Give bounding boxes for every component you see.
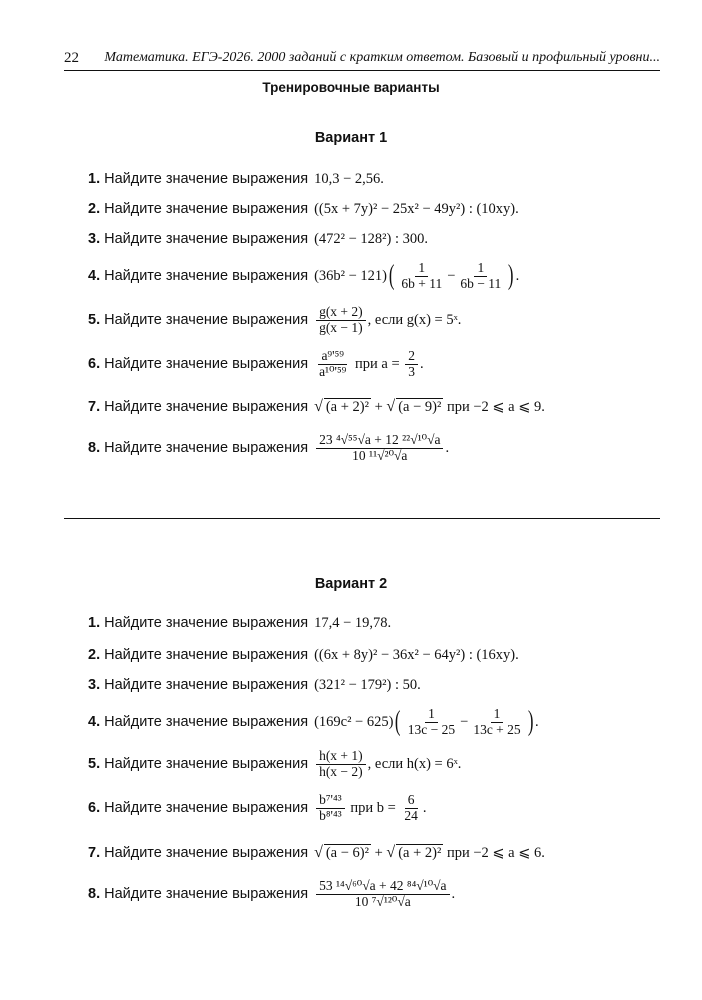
fraction: $\frac{1}{6b - 11}$ — [460, 259, 502, 291]
v2-problem-6 — [88, 790, 648, 826]
problem-number: 8. — [88, 440, 101, 456]
problem-expression — [314, 793, 426, 824]
fraction: $\frac{1}{6b + 11}$ — [401, 259, 443, 291]
variant-2-title: Вариант 2 — [314, 576, 388, 592]
problem-number: 3. — [88, 231, 101, 247]
problem-expression — [314, 433, 449, 464]
radicand: (a − 9)² — [398, 399, 442, 415]
problem-number: 7. — [88, 845, 101, 861]
problem-number: 6. — [88, 800, 101, 816]
v1-problem-7 — [88, 392, 648, 422]
problem-expression: (472² − 128²) : 300. — [314, 230, 428, 247]
fraction: $\frac{6}{24}$ — [404, 791, 418, 823]
v1-problem-6 — [88, 346, 648, 382]
v1-problem-4 — [88, 258, 648, 294]
expression-mid: при b = — [346, 799, 400, 816]
problem-label: Найдите значение выражения — [104, 201, 309, 217]
v1-problem-3 — [88, 224, 648, 254]
problem-number: 8. — [88, 886, 101, 902]
problem-expression: √ (a − 6)² + √ (a + 2)² при −2 ⩽ a ⩽ 6. — [314, 844, 545, 861]
problem-label: Найдите значение выражения — [104, 312, 309, 328]
problem-number: 3. — [88, 677, 101, 693]
problem-label: Найдите значение выражения — [104, 399, 309, 415]
operator: − — [447, 267, 456, 284]
page-number: 22 — [64, 50, 79, 66]
problem-expression: √ (a + 2)² + √ (a − 9)² при −2 ⩽ a ⩽ 9. — [314, 398, 545, 415]
problem-expression: (169c² − 625) ( $\frac{1}{13c - 25}$ − $\frac{1}{13c + 25}$ ) . — [314, 705, 539, 737]
section-divider — [64, 518, 660, 519]
fraction: $\frac{h(x + 1)}{h(x - 2)}$ — [316, 749, 366, 780]
running-title: Математика. ЕГЭ-2026. 2000 заданий с кратким ответом. Базовый и профильный уровни... — [104, 50, 660, 65]
expression-tail: . — [535, 713, 539, 730]
problem-number: 1. — [88, 615, 101, 631]
problem-label: Найдите значение выражения — [104, 800, 309, 816]
problem-number: 6. — [88, 356, 101, 372]
fraction: $\frac{g(x + 2)}{g(x - 1)}$ — [316, 305, 366, 336]
expression-tail: . — [515, 267, 520, 284]
problem-number: 4. — [88, 268, 101, 284]
page-header — [64, 46, 660, 70]
v1-problem-8 — [88, 428, 648, 468]
problem-expression: (321² − 179²) : 50. — [314, 676, 421, 693]
fraction: $\frac{1}{13c - 25}$ — [407, 705, 456, 737]
problem-label: Найдите значение выражения — [104, 677, 309, 693]
expression-tail: . — [420, 355, 424, 372]
expression-tail: . — [422, 799, 427, 816]
operator: + — [370, 398, 387, 415]
problem-expression: ((5x + 7y)² − 25x² − 49y²) : (10xy). — [314, 200, 519, 217]
expression-tail: , если g(x) = 5ˣ. — [367, 311, 462, 328]
problem-number: 1. — [88, 171, 101, 187]
expression-mid: при a = — [351, 355, 404, 372]
expression-tail: . — [445, 439, 450, 456]
v2-problem-4 — [88, 704, 648, 740]
v2-problem-5 — [88, 746, 648, 782]
radicand: (a − 6)² — [325, 845, 369, 861]
problem-expression — [314, 305, 461, 336]
header-rule — [64, 70, 660, 71]
problem-expression: (36b² − 121) ( $\frac{1}{6b + 11}$ − $\frac{1}{6b - 11}$ ) . — [314, 259, 520, 291]
problem-label: Найдите значение выражения — [104, 440, 309, 456]
expression-tail: , если h(x) = 6ˣ. — [367, 755, 462, 772]
operator: + — [370, 844, 387, 861]
fraction: $\frac{\text{23 ⁴√⁵⁵√a + 12 ²²√¹⁰√a}}{\text{10 ¹¹√²⁰√a}}$ — [316, 433, 443, 464]
expression-lead: (169c² − 625) — [314, 713, 394, 730]
v2-problem-7 — [88, 838, 648, 868]
problem-expression: 17,4 − 19,78. — [314, 614, 392, 631]
fraction: $\frac{\text{a⁹'⁵⁹}}{\text{a¹⁰'⁵⁹}}$ — [319, 347, 347, 379]
v2-problem-2 — [88, 640, 648, 670]
problem-label: Найдите значение выражения — [104, 231, 309, 247]
fraction: $\frac{2}{3}$ — [405, 349, 418, 380]
problem-expression — [314, 349, 424, 380]
v1-problem-1 — [88, 164, 648, 194]
variant-1-title: Вариант 1 — [314, 130, 388, 146]
problem-label: Найдите значение выражения — [104, 268, 309, 284]
problem-label: Найдите значение выражения — [104, 615, 309, 631]
v2-problem-3 — [88, 670, 648, 700]
problem-number: 7. — [88, 399, 101, 415]
radicand: (a + 2)² — [398, 845, 442, 861]
section-title: Тренировочные варианты — [262, 80, 440, 95]
problem-label: Найдите значение выражения — [104, 714, 309, 730]
problem-label: Найдите значение выражения — [104, 886, 309, 902]
v1-problem-2 — [88, 194, 648, 224]
radicand: (a + 2)² — [325, 399, 369, 415]
problem-expression: ((6x + 8y)² − 36x² − 64y²) : (16xy). — [314, 646, 519, 663]
problem-expression: 10,3 − 2,56. — [314, 170, 384, 187]
problem-label: Найдите значение выражения — [104, 756, 309, 772]
expression-tail: при −2 ⩽ a ⩽ 6. — [443, 844, 545, 861]
problem-label: Найдите значение выражения — [104, 845, 309, 861]
problem-expression — [314, 879, 455, 910]
expression-tail: при −2 ⩽ a ⩽ 9. — [443, 398, 545, 415]
operator: − — [460, 713, 469, 730]
fraction: $\frac{\text{b⁷'⁴³}}{\text{b⁸'⁴³}}$ — [316, 793, 345, 824]
v2-problem-8 — [88, 874, 648, 914]
fraction: $\frac{\text{53 ¹⁴√⁶⁰√a + 42 ⁸⁴√¹⁰√a}}{\text{10 ⁷√¹²⁰√a}}$ — [316, 879, 449, 910]
problem-number: 4. — [88, 714, 101, 730]
problem-number: 5. — [88, 312, 101, 328]
problem-number: 2. — [88, 647, 101, 663]
problem-label: Найдите значение выражения — [104, 171, 309, 187]
fraction: $\frac{1}{13c + 25}$ — [473, 705, 521, 737]
expression-tail: . — [451, 885, 456, 902]
problem-label: Найдите значение выражения — [104, 356, 309, 372]
v1-problem-5 — [88, 302, 648, 338]
problem-label: Найдите значение выражения — [104, 647, 309, 663]
expression-lead: (36b² − 121) — [314, 267, 387, 284]
problem-expression — [314, 749, 461, 780]
v2-problem-1 — [88, 608, 648, 638]
problem-number: 5. — [88, 756, 101, 772]
problem-number: 2. — [88, 201, 101, 217]
